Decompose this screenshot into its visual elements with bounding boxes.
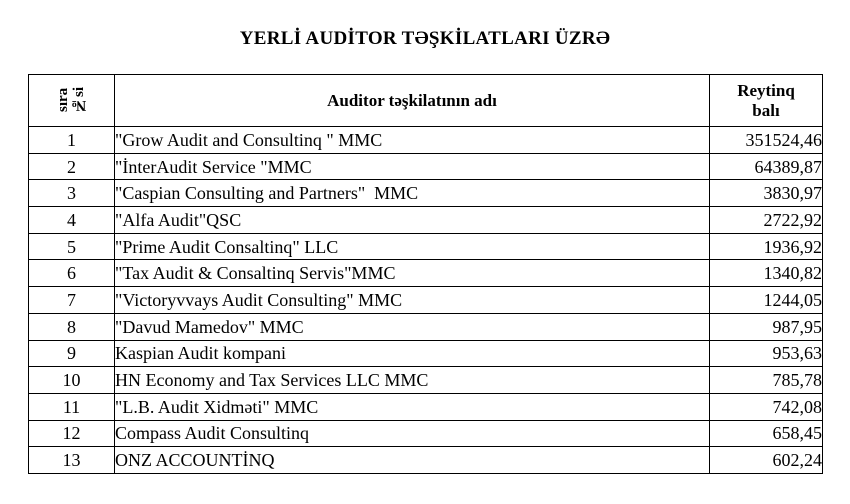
row-number-cell: 13 xyxy=(29,447,115,474)
rating-score-cell: 1340,82 xyxy=(710,260,823,287)
table-body xyxy=(29,127,823,474)
table-row xyxy=(29,393,823,420)
header-rating-score xyxy=(710,75,823,127)
table-row xyxy=(29,340,823,367)
row-number-cell: 11 xyxy=(29,393,115,420)
row-number-cell: 3 xyxy=(29,180,115,207)
row-number-cell: 4 xyxy=(29,207,115,234)
row-number-cell: 10 xyxy=(29,367,115,394)
table-row xyxy=(29,207,823,234)
table-row xyxy=(29,260,823,287)
rating-score-cell: 1244,05 xyxy=(710,287,823,314)
organization-name-cell: "Alfa Audit"QSC xyxy=(115,207,710,234)
table-row xyxy=(29,127,823,154)
organization-name-cell: "Davud Mamedov" MMC xyxy=(115,313,710,340)
rating-score-cell: 658,45 xyxy=(710,420,823,447)
header-row-number-label: sıra №si xyxy=(54,87,87,114)
row-number-cell: 7 xyxy=(29,287,115,314)
rating-score-cell: 64389,87 xyxy=(710,153,823,180)
row-number-cell: 2 xyxy=(29,153,115,180)
row-number-cell: 1 xyxy=(29,127,115,154)
organization-name-cell: Kaspian Audit kompani xyxy=(115,340,710,367)
header-organization-name: Auditor təşkilatının adı xyxy=(115,75,710,127)
table-row xyxy=(29,367,823,394)
organization-name-cell: "Victoryvvays Audit Consulting" MMC xyxy=(115,287,710,314)
row-number-cell: 12 xyxy=(29,420,115,447)
rating-score-cell: 3830,97 xyxy=(710,180,823,207)
table-row xyxy=(29,153,823,180)
rating-score-cell: 351524,46 xyxy=(710,127,823,154)
organization-name-cell: "Prime Audit Consaltinq" LLC xyxy=(115,233,710,260)
organization-name-cell: "Caspian Consulting and Partners" MMC xyxy=(115,180,710,207)
rating-score-cell: 602,24 xyxy=(710,447,823,474)
header-rating-line2: balı xyxy=(752,100,780,120)
table-row xyxy=(29,180,823,207)
organization-name-cell: HN Economy and Tax Services LLC MMC xyxy=(115,367,710,394)
header-row-number xyxy=(29,75,115,127)
organization-name-cell: ONZ ACCOUNTİNQ xyxy=(115,447,710,474)
table-row xyxy=(29,233,823,260)
table-row xyxy=(29,447,823,474)
rating-score-cell: 742,08 xyxy=(710,393,823,420)
organization-name-cell: "Grow Audit and Consultinq " MMC xyxy=(115,127,710,154)
organization-name-cell: "İnterAudit Service "MMC xyxy=(115,153,710,180)
rating-score-cell: 2722,92 xyxy=(710,207,823,234)
rating-score-cell: 987,95 xyxy=(710,313,823,340)
table-row xyxy=(29,420,823,447)
auditor-rating-table xyxy=(28,74,823,474)
row-number-cell: 9 xyxy=(29,340,115,367)
rating-score-cell: 785,78 xyxy=(710,367,823,394)
rating-score-cell: 953,63 xyxy=(710,340,823,367)
row-number-cell: 8 xyxy=(29,313,115,340)
organization-name-cell: "L.B. Audit Xidməti" MMC xyxy=(115,393,710,420)
rating-score-cell: 1936,92 xyxy=(710,233,823,260)
table-row xyxy=(29,313,823,340)
organization-name-cell: "Tax Audit & Consaltinq Servis"MMC xyxy=(115,260,710,287)
row-number-cell: 6 xyxy=(29,260,115,287)
page-title: YERLİ AUDİTOR TƏŞKİLATLARI ÜZRƏ xyxy=(239,28,611,49)
organization-name-cell: Compass Audit Consultinq xyxy=(115,420,710,447)
table-header-row xyxy=(29,75,823,127)
table-row xyxy=(29,287,823,314)
row-number-cell: 5 xyxy=(29,233,115,260)
header-rating-line1: Reytinq xyxy=(737,80,795,100)
